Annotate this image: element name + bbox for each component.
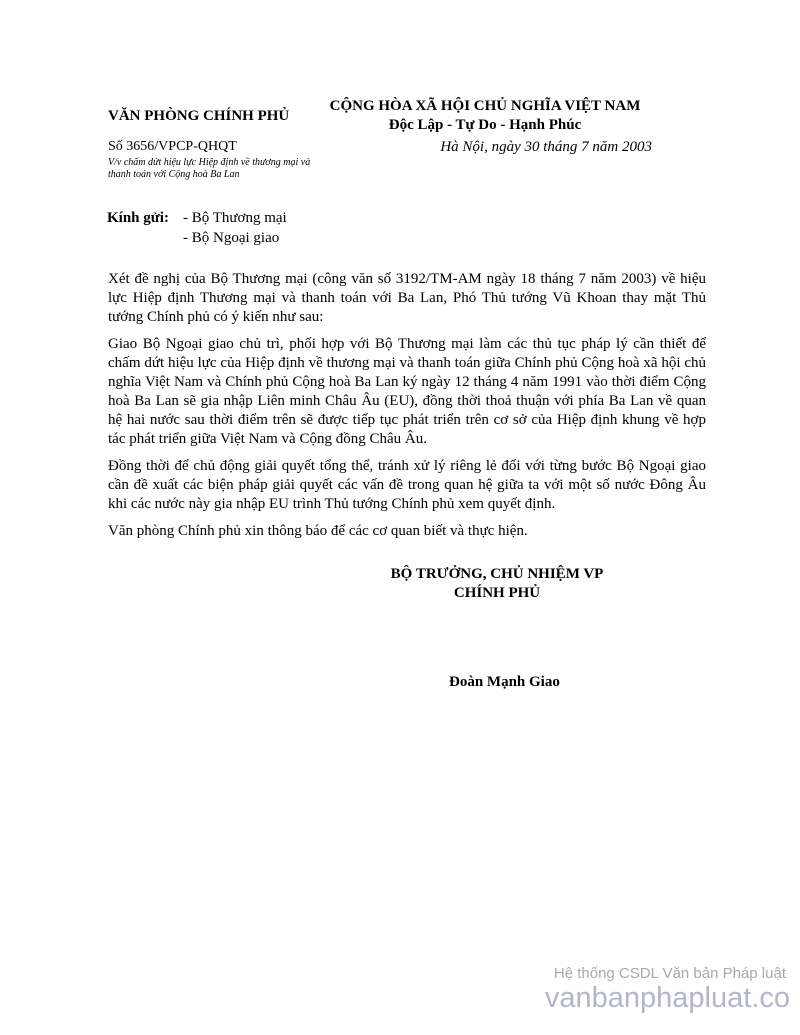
body-paragraph: Giao Bộ Ngoại giao chủ trì, phối hợp với Bộ Thương mại làm các thủ tục pháp lý cần thiết để chấm dứt hiệu lực của Hiệp định về thương mại và thanh toán giữa Chính phủ Cộng hoà xã hội chủ nghĩa Việt Nam và Chính phủ Cộng hoà Ba Lan ký ngày 12 tháng 4 năm 1991 vào thời điểm Cộng hoà Ba Lan sẽ gia nhập Liên minh Châu Âu (EU), đồng thời thoả thuận với phía Ba Lan về quan hệ hai nước sau thời điểm trên sẽ được tiếp tục phát triển trên cơ sở của Hiệp định khung về hợp tác phát triển giữa Việt Nam và Cộng đồng Châu Âu.: [108, 336, 706, 447]
signer-title-line: BỘ TRƯỞNG, CHỦ NHIỆM VP: [390, 566, 604, 582]
body-paragraph: Văn phòng Chính phủ xin thông báo để các cơ quan biết và thực hiện.: [108, 523, 528, 539]
recipients-label: Kính gửi:: [107, 210, 169, 226]
place-and-date: Hà Nội, ngày 30 tháng 7 năm 2003: [440, 139, 652, 155]
signer-title-line: CHÍNH PHỦ: [453, 585, 541, 601]
watermark-site: vanbanphapluat.co: [544, 982, 790, 1014]
document-subject: V/v chấm dứt hiệu lực Hiệp định về thương mại và thanh toán với Cộng hoà Ba Lan: [108, 157, 311, 180]
document-number: Số 3656/VPCP-QHQT: [108, 139, 237, 154]
body-paragraph: Xét đề nghị của Bộ Thương mại (công văn số 3192/TM-AM ngày 18 tháng 7 năm 2003) về hiệu lực Hiệp định Thương mại và thanh toán với Ba Lan, Phó Thủ tướng Vũ Khoan thay mặt Thủ tướng Chính phủ có ý kiến như sau:: [108, 271, 706, 325]
document-body: [108, 270, 706, 549]
watermark-caption: Hệ thống CSDL Văn bản Pháp luật: [553, 965, 786, 982]
recipient-item: - Bộ Ngoại giao: [183, 230, 280, 246]
recipient-item: - Bộ Thương mại: [183, 210, 287, 226]
national-motto: Độc Lập - Tự Do - Hạnh Phúc: [388, 117, 582, 133]
issuer-name: VĂN PHÒNG CHÍNH PHỦ: [108, 108, 290, 124]
body-paragraph: Đồng thời để chủ động giải quyết tổng thể, tránh xử lý riêng lẻ đối với từng bước Bộ Ngoại giao cần đề xuất các biện pháp giải quyết các vấn đề trong quan hệ giữa ta với một số nước Đông Âu khi các nước này gia nhập EU trình Thủ tướng Chính phủ xem quyết định.: [108, 458, 706, 512]
national-title: CỘNG HÒA XÃ HỘI CHỦ NGHĨA VIỆT NAM: [329, 98, 641, 114]
signer-name: Đoàn Mạnh Giao: [449, 674, 560, 690]
signer-title: [372, 565, 622, 603]
